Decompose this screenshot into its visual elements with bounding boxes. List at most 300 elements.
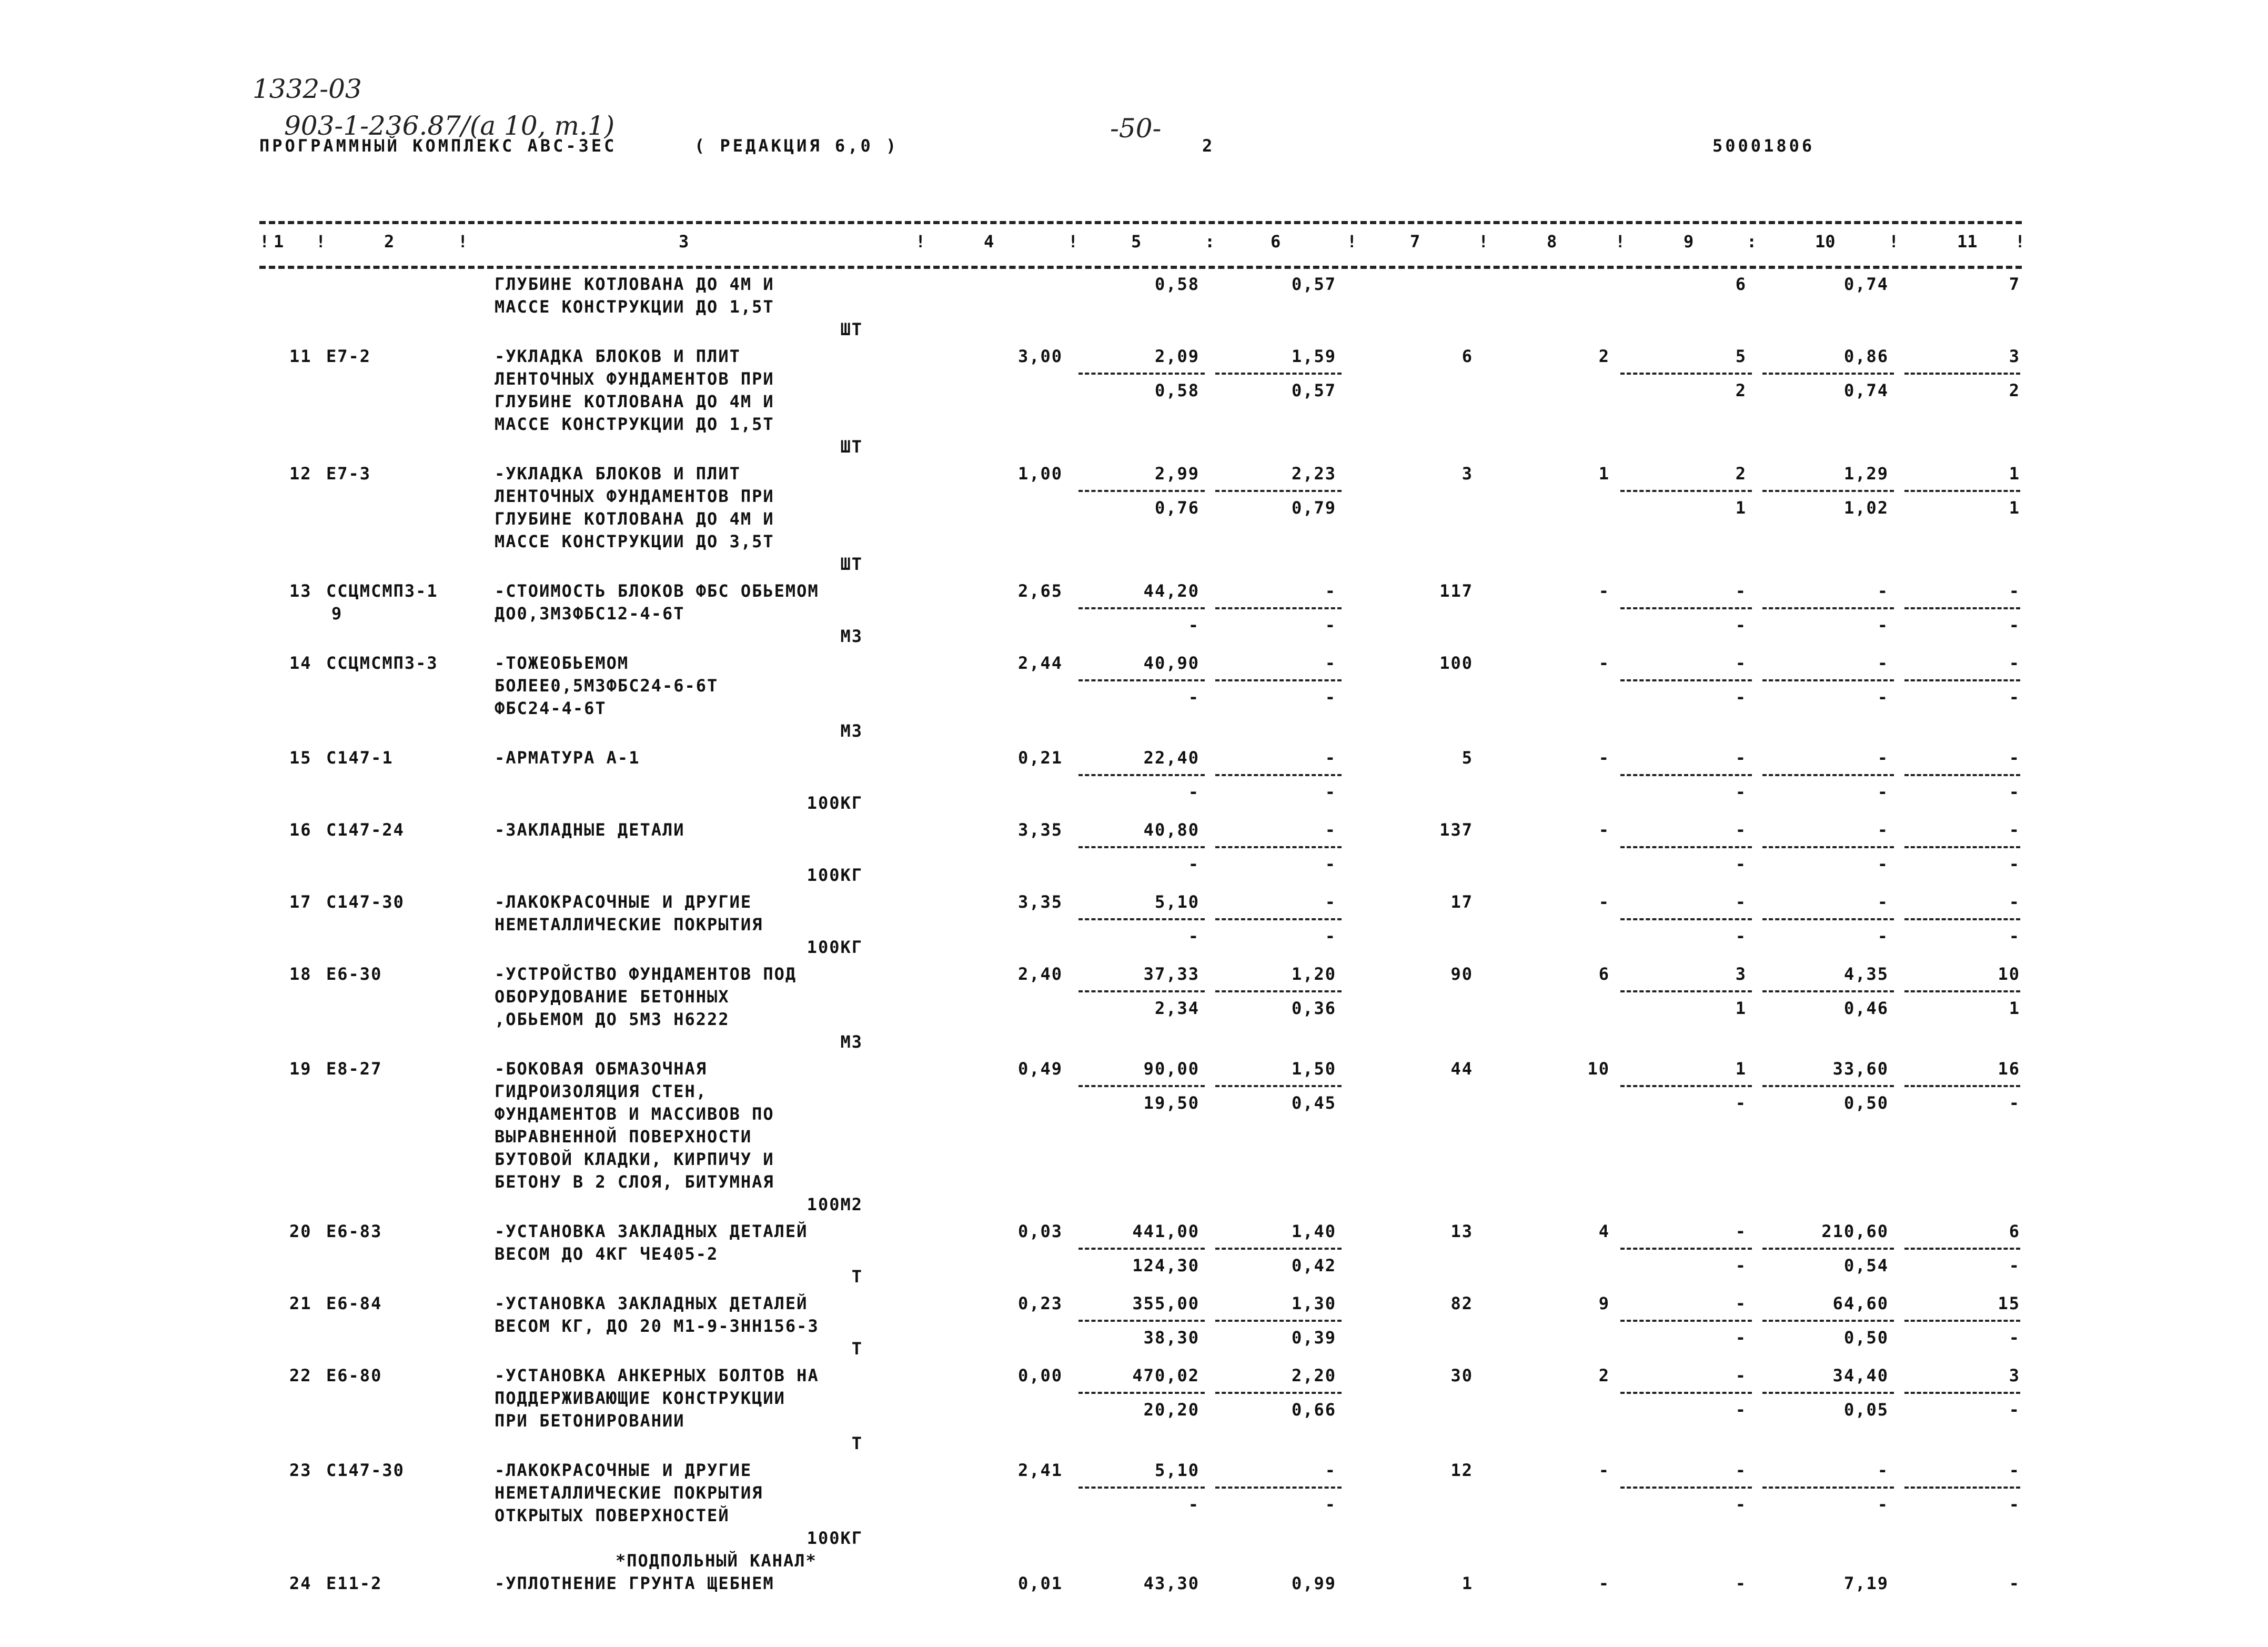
row-number: 20	[289, 1221, 312, 1241]
cell-col10-bottom: 0,05	[1843, 1400, 1889, 1420]
cell-col9: 6	[1735, 274, 1747, 294]
cell-divider	[1215, 679, 1342, 681]
cell-divider	[1620, 607, 1752, 609]
row-code: ССЦМСМП3-3	[326, 653, 438, 673]
cell-divider	[1762, 918, 1894, 920]
row-code: С147-24	[326, 820, 405, 840]
cell-divider	[1078, 1320, 1205, 1322]
cell-divider	[1762, 1085, 1894, 1087]
row-number: 11	[289, 346, 312, 366]
cell-col11-top: -	[2009, 1460, 2020, 1480]
cell-col11-top: -	[2009, 581, 2020, 601]
cell-col6-bottom: 0,42	[1291, 1256, 1336, 1276]
cell-divider	[1078, 490, 1205, 492]
cell-col5-top: 5,10	[1154, 1460, 1199, 1480]
cell-col11-bottom: -	[2009, 926, 2020, 946]
cell-divider	[1904, 607, 2020, 609]
cell-divider	[1215, 607, 1342, 609]
cell-divider	[1762, 679, 1894, 681]
cell-col5-top: 40,90	[1143, 653, 1199, 673]
row-description-line: БУТОВОЙ КЛАДКИ, КИРПИЧУ И	[495, 1149, 774, 1169]
row-description-line: -ЛАКОКРАСОЧНЫЕ И ДРУГИЕ	[495, 892, 752, 912]
cell-col5-top: 355,00	[1132, 1293, 1199, 1313]
row-description-line: ГЛУБИНЕ КОТЛОВАНА ДО 4М И	[495, 509, 774, 529]
cell-col9-bottom: -	[1735, 1328, 1747, 1348]
row-description-line: ФУНДАМЕНТОВ И МАССИВОВ ПО	[495, 1104, 774, 1124]
cell-col10-top: 7,19	[1843, 1573, 1889, 1593]
col-header-9: 9	[1684, 232, 1694, 252]
cell-col7: 82	[1450, 1293, 1473, 1313]
cell-col4: 0,21	[1017, 748, 1063, 768]
row-description-line: -УСТРОЙСТВО ФУНДАМЕНТОВ ПОД	[495, 964, 797, 984]
cell-col4: 0,03	[1017, 1221, 1063, 1241]
cell-divider	[1620, 1085, 1752, 1087]
cell-divider	[1762, 1320, 1894, 1322]
cell-col10-top: 4,35	[1843, 964, 1889, 984]
cell-col10-bottom: -	[1877, 926, 1889, 946]
cell-divider	[1215, 373, 1342, 375]
row-number: 14	[289, 653, 312, 673]
row-description-line: ОТКРЫТЫХ ПОВЕРХНОСТЕЙ	[495, 1505, 730, 1525]
handwritten-project-reference: 903-1-236.87/(a 10, т.1)	[284, 111, 615, 141]
cell-divider	[1215, 846, 1342, 848]
cell-col9-bottom: -	[1735, 926, 1747, 946]
cell-col6-top: -	[1325, 892, 1336, 912]
row-code: Е6-84	[326, 1293, 382, 1313]
cell-col6-top: 1,20	[1291, 964, 1336, 984]
cell-col11-top: -	[2009, 820, 2020, 840]
cell-col10-top: 210,60	[1821, 1221, 1889, 1241]
cell-divider	[1078, 1085, 1205, 1087]
cell-col4: 3,00	[1017, 346, 1063, 366]
cell-divider	[1078, 846, 1205, 848]
cell-col8: 2	[1598, 346, 1610, 366]
cell-divider	[1215, 990, 1342, 992]
cell-divider	[1762, 607, 1894, 609]
cell-col5-top: 441,00	[1132, 1221, 1199, 1241]
cell-col6-top: -	[1325, 820, 1336, 840]
cell-divider	[1762, 774, 1894, 776]
cell-col8: 2	[1598, 1365, 1610, 1385]
row-number: 16	[289, 820, 312, 840]
cell-col9-top: -	[1735, 1460, 1747, 1480]
cell-col5-bottom: -	[1188, 926, 1199, 946]
cell-col5-bottom: 0,58	[1154, 380, 1199, 400]
cell-col6-top: 1,30	[1291, 1293, 1336, 1313]
row-description-line: -УСТАНОВКА ЗАКЛАДНЫХ ДЕТАЛЕЙ	[495, 1221, 808, 1241]
cell-divider	[1078, 918, 1205, 920]
cell-col6-top: -	[1325, 581, 1336, 601]
row-description-line: -ТОЖЕОБЬЕМОМ	[495, 653, 629, 673]
cell-divider	[1215, 918, 1342, 920]
unit-label: 100М2	[807, 1194, 863, 1214]
cell-col5-bottom: 2,34	[1154, 998, 1199, 1018]
cell-col4: 0,01	[1017, 1573, 1063, 1593]
cell-divider	[1078, 990, 1205, 992]
row-description-line: -УКЛАДКА БЛОКОВ И ПЛИТ	[495, 346, 741, 366]
row-description-line: ФБС24-4-6Т	[495, 698, 607, 718]
cell-divider	[1762, 1248, 1894, 1250]
cell-col9-top: -	[1735, 1573, 1747, 1593]
cell-col6-bottom: 0,57	[1291, 380, 1336, 400]
cell-col5-top: 5,10	[1154, 892, 1199, 912]
cell-col6-bottom: 0,39	[1291, 1328, 1336, 1348]
col-header-2: 2	[384, 232, 395, 252]
cell-col5-top: 40,80	[1143, 820, 1199, 840]
cell-col9-bottom: -	[1735, 1256, 1747, 1276]
unit-label: М3	[840, 1032, 863, 1052]
cell-col11-top: 3	[2009, 346, 2020, 366]
unit-label: ШТ	[840, 554, 863, 574]
col-header-6: 6	[1271, 232, 1281, 252]
cell-col10-bottom: -	[1877, 687, 1889, 707]
handwritten-page-number: -50-	[1110, 113, 1162, 144]
cell-col10: 0,74	[1843, 274, 1889, 294]
cell-divider	[1078, 679, 1205, 681]
cell-divider	[1762, 990, 1894, 992]
cell-col10-bottom: 0,54	[1843, 1256, 1889, 1276]
cell-col6-bottom: -	[1325, 687, 1336, 707]
row-description-line: ВЕСОМ ДО 4КГ ЧЕ405-2	[495, 1244, 719, 1264]
cell-col11-bottom: 2	[2009, 380, 2020, 400]
cell-col9-top: 2	[1735, 464, 1747, 484]
cell-col6-top: -	[1325, 1460, 1336, 1480]
col-header-7: 7	[1410, 232, 1420, 252]
cell-col7: 13	[1450, 1221, 1473, 1241]
row-description-line: МАССЕ КОНСТРУКЦИИ ДО 3,5Т	[495, 531, 774, 551]
cell-col4: 3,35	[1017, 820, 1063, 840]
row-description-line: -ЗАКЛАДНЫЕ ДЕТАЛИ	[495, 820, 685, 840]
cell-divider	[1904, 990, 2020, 992]
row-code: С147-30	[326, 1460, 405, 1480]
row-description-line: -БОКОВАЯ ОБМАЗОЧНАЯ	[495, 1059, 708, 1079]
row-description-line: ПОДДЕРЖИВАЮЩИЕ КОНСТРУКЦИИ	[495, 1388, 785, 1408]
section-title: *ПОДПОЛЬНЫЙ КАНАЛ*	[616, 1551, 817, 1571]
cell-divider	[1620, 679, 1752, 681]
cell-divider	[1904, 1085, 2020, 1087]
cell-col7: 30	[1450, 1365, 1473, 1385]
row-description-line: ГИДРОИЗОЛЯЦИЯ СТЕН,	[495, 1081, 708, 1101]
col-header-8: 8	[1547, 232, 1557, 252]
row-description-line: -УСТАНОВКА ЗАКЛАДНЫХ ДЕТАЛЕЙ	[495, 1293, 808, 1313]
row-description-line: ВЕСОМ КГ, ДО 20 М1-9-3НН156-3	[495, 1316, 819, 1336]
cell-col11-bottom: -	[2009, 854, 2020, 874]
row-code: Е11-2	[326, 1573, 382, 1593]
row-description-line: ОБОРУДОВАНИЕ БЕТОННЫХ	[495, 987, 730, 1007]
cell-divider	[1215, 1487, 1342, 1489]
cell-col11-top: 3	[2009, 1365, 2020, 1385]
cell-col9-top: 3	[1735, 964, 1747, 984]
cell-divider	[1762, 373, 1894, 375]
cell-col9-bottom: -	[1735, 1093, 1747, 1113]
cell-col11-bottom: -	[2009, 1093, 2020, 1113]
row-number: 13	[289, 581, 312, 601]
cell-col8: 10	[1587, 1059, 1610, 1079]
cell-col9-top: -	[1735, 1221, 1747, 1241]
cell-col10-bottom: -	[1877, 1494, 1889, 1514]
cell-divider	[1620, 1392, 1752, 1394]
cell-divider	[1904, 1392, 2020, 1394]
cell-divider	[1215, 490, 1342, 492]
cell-col6-top: 0,99	[1291, 1573, 1336, 1593]
unit-label: М3	[840, 626, 863, 646]
cell-col10-bottom: 0,50	[1843, 1328, 1889, 1348]
cell-col9-top: -	[1735, 1293, 1747, 1313]
cell-col5-bottom: 20,20	[1143, 1400, 1199, 1420]
cell-col10-bottom: 0,46	[1843, 998, 1889, 1018]
row-description-line: -АРМАТУРА А-1	[495, 748, 640, 768]
col-header-10: 10	[1815, 232, 1836, 252]
cell-col10-top: -	[1877, 892, 1889, 912]
cell-col9-top: 5	[1735, 346, 1747, 366]
cell-col4: 0,00	[1017, 1365, 1063, 1385]
column-separators: ! ! ! ! ! : ! ! ! : ! !	[259, 232, 2025, 252]
cell-col10-top: 0,86	[1843, 346, 1889, 366]
row-number: 21	[289, 1293, 312, 1313]
cell-col8: -	[1598, 892, 1610, 912]
cell-divider	[1215, 1085, 1342, 1087]
program-title: ПРОГРАММНЫЙ КОМПЛЕКС АВС-3ЕС	[259, 136, 617, 156]
row-description-line: НЕМЕТАЛЛИЧЕСКИЕ ПОКРЫТИЯ	[495, 915, 763, 935]
row-description-line: -ЛАКОКРАСОЧНЫЕ И ДРУГИЕ	[495, 1460, 752, 1480]
cell-divider	[1762, 490, 1894, 492]
cell-col4: 3,35	[1017, 892, 1063, 912]
cell-col5-bottom: -	[1188, 782, 1199, 802]
cell-col4: 0,49	[1017, 1059, 1063, 1079]
cell-col5-bottom: 38,30	[1143, 1328, 1199, 1348]
row-number: 22	[289, 1365, 312, 1385]
cell-col11-bottom: -	[2009, 1256, 2020, 1276]
cell-divider	[1904, 774, 2020, 776]
cell-col10-top: -	[1877, 653, 1889, 673]
cell-divider	[1620, 1248, 1752, 1250]
cell-col6-bottom: -	[1325, 854, 1336, 874]
cell-col11-top: 1	[2009, 464, 2020, 484]
cell-divider	[1215, 1320, 1342, 1322]
cell-col10-top: -	[1877, 1460, 1889, 1480]
row-description-line: ЛЕНТОЧНЫХ ФУНДАМЕНТОВ ПРИ	[495, 486, 774, 506]
cell-col8: -	[1598, 820, 1610, 840]
continuation-line: ГЛУБИНЕ КОТЛОВАНА ДО 4М И	[495, 274, 774, 294]
cell-col9-bottom: 2	[1735, 380, 1747, 400]
cell-col10-bottom: -	[1877, 615, 1889, 635]
cell-divider	[1904, 1320, 2020, 1322]
row-code: Е6-80	[326, 1365, 382, 1385]
row-number: 19	[289, 1059, 312, 1079]
cell-divider	[1620, 918, 1752, 920]
cell-col7: 90	[1450, 964, 1473, 984]
unit-label: 100КГ	[807, 865, 863, 885]
cell-col11: 7	[2009, 274, 2020, 294]
cell-divider	[1762, 1487, 1894, 1489]
cell-col6-top: 1,59	[1291, 346, 1336, 366]
cell-divider	[1762, 846, 1894, 848]
col-header-1: 1	[274, 232, 284, 252]
cell-col7: 44	[1450, 1059, 1473, 1079]
cell-divider	[1078, 1487, 1205, 1489]
cell-col6-top: 1,40	[1291, 1221, 1336, 1241]
cell-col11-bottom: 1	[2009, 498, 2020, 518]
cell-col8: 4	[1598, 1221, 1610, 1241]
col-header-11: 11	[1957, 232, 1978, 252]
cell-divider	[1620, 990, 1752, 992]
cell-col7: 6	[1461, 346, 1473, 366]
cell-col8: -	[1598, 653, 1610, 673]
unit-label: 100КГ	[807, 1528, 863, 1548]
col-header-3: 3	[679, 232, 689, 252]
cell-divider	[1904, 490, 2020, 492]
cell-col6-bottom: 0,45	[1291, 1093, 1336, 1113]
row-description-line: -УСТАНОВКА АНКЕРНЫХ БОЛТОВ НА	[495, 1365, 819, 1385]
continuation-line: МАССЕ КОНСТРУКЦИИ ДО 1,5Т	[495, 297, 774, 317]
unit-label: 100КГ	[807, 937, 863, 957]
cell-col11-bottom: -	[2009, 615, 2020, 635]
cell-col4: 2,65	[1017, 581, 1063, 601]
cell-col11-top: -	[2009, 892, 2020, 912]
cell-col9-top: -	[1735, 820, 1747, 840]
row-description-line: БЕТОНУ В 2 СЛОЯ, БИТУМНАЯ	[495, 1172, 774, 1192]
cell-divider	[1078, 373, 1205, 375]
cell-col11-top: -	[2009, 1573, 2020, 1593]
row-description-line: -СТОИМОСТЬ БЛОКОВ ФБС ОБЬЕМОМ	[495, 581, 819, 601]
handwritten-archive-number: 1332-03	[253, 74, 362, 104]
cell-col10-top: 1,29	[1843, 464, 1889, 484]
edition-label: ( РЕДАКЦИЯ 6,0 )	[694, 136, 899, 156]
cell-divider	[1078, 774, 1205, 776]
unit-label: ШТ	[840, 437, 863, 457]
row-description-line: МАССЕ КОНСТРУКЦИИ ДО 1,5Т	[495, 414, 774, 434]
cell-col5-top: 43,30	[1143, 1573, 1199, 1593]
cell-col10-top: 64,60	[1832, 1293, 1889, 1313]
cell-col11-bottom: -	[2009, 687, 2020, 707]
cell-col9-top: 1	[1735, 1059, 1747, 1079]
cell-col6-top: 2,20	[1291, 1365, 1336, 1385]
row-description-line: ДО0,3М3ФБС12-4-6Т	[495, 604, 685, 624]
cell-col5-top: 2,09	[1154, 346, 1199, 366]
cell-col8: -	[1598, 748, 1610, 768]
cell-col11-top: 6	[2009, 1221, 2020, 1241]
unit-label: Т	[851, 1267, 863, 1287]
cell-col6-bottom: -	[1325, 615, 1336, 635]
cell-col6-bottom: 0,36	[1291, 998, 1336, 1018]
cell-col9-bottom: 1	[1735, 498, 1747, 518]
cell-col7: 12	[1450, 1460, 1473, 1480]
cell-divider	[1904, 679, 2020, 681]
cell-divider	[1620, 373, 1752, 375]
cell-col9-bottom: -	[1735, 687, 1747, 707]
cell-col6-top: -	[1325, 653, 1336, 673]
row-code: С147-30	[326, 892, 405, 912]
cell-col4: 2,44	[1017, 653, 1063, 673]
sheet-number: 2	[1202, 136, 1215, 156]
cell-col9-top: -	[1735, 653, 1747, 673]
cell-col5-bottom: 0,76	[1154, 498, 1199, 518]
cell-divider	[1620, 1320, 1752, 1322]
row-number: 12	[289, 464, 312, 484]
row-description-line: НЕМЕТАЛЛИЧЕСКИЕ ПОКРЫТИЯ	[495, 1483, 763, 1503]
cell-col6-bottom: 0,79	[1291, 498, 1336, 518]
cell-col11-top: 15	[1998, 1293, 2020, 1313]
unit-label: 100КГ	[807, 793, 863, 813]
cell-col10-bottom: -	[1877, 854, 1889, 874]
cell-col6-bottom: -	[1325, 782, 1336, 802]
cell-col10-top: 34,40	[1832, 1365, 1889, 1385]
cell-col4: 2,41	[1017, 1460, 1063, 1480]
cell-col9-bottom: 1	[1735, 998, 1747, 1018]
row-code-continued: 9	[331, 604, 343, 624]
row-number: 15	[289, 748, 312, 768]
cell-col11-top: 16	[1998, 1059, 2020, 1079]
row-description-line: -УПЛОТНЕНИЕ ГРУНТА ЩЕБНЕМ	[495, 1573, 774, 1593]
cell-col8: 9	[1598, 1293, 1610, 1313]
cell-col6-bottom: -	[1325, 926, 1336, 946]
col-header-5: 5	[1131, 232, 1142, 252]
cell-col7: 17	[1450, 892, 1473, 912]
cell-col9-bottom: -	[1735, 615, 1747, 635]
cell-divider	[1620, 774, 1752, 776]
cell-col11-bottom: -	[2009, 782, 2020, 802]
cell-divider	[1620, 1487, 1752, 1489]
cell-col9-bottom: -	[1735, 854, 1747, 874]
row-code: ССЦМСМП3-1	[326, 581, 438, 601]
cell-col4: 2,40	[1017, 964, 1063, 984]
cell-col9-bottom: -	[1735, 782, 1747, 802]
cell-col11-top: -	[2009, 748, 2020, 768]
cell-col9-top: -	[1735, 581, 1747, 601]
cell-col6-top: 1,50	[1291, 1059, 1336, 1079]
cell-divider	[1215, 774, 1342, 776]
cell-col7: 137	[1439, 820, 1473, 840]
cell-col6-bottom: 0,66	[1291, 1400, 1336, 1420]
row-code: Е6-30	[326, 964, 382, 984]
row-code: Е8-27	[326, 1059, 382, 1079]
cell-col8: -	[1598, 581, 1610, 601]
unit-label: М3	[840, 721, 863, 741]
cell-divider	[1762, 1392, 1894, 1394]
cell-col7: 1	[1461, 1573, 1473, 1593]
col-header-4: 4	[984, 232, 994, 252]
cell-col5-top: 90,00	[1143, 1059, 1199, 1079]
cell-col8: 1	[1598, 464, 1610, 484]
cell-col5-bottom: -	[1188, 854, 1199, 874]
row-number: 17	[289, 892, 312, 912]
unit-label: ШТ	[840, 319, 863, 339]
cell-col11-top: -	[2009, 653, 2020, 673]
cell-col10-top: -	[1877, 820, 1889, 840]
cell-col10-bottom: 1,02	[1843, 498, 1889, 518]
cell-divider	[1904, 373, 2020, 375]
cell-divider	[1078, 1392, 1205, 1394]
cell-col4: 1,00	[1017, 464, 1063, 484]
row-number: 24	[289, 1573, 312, 1593]
row-number: 23	[289, 1460, 312, 1480]
cell-divider	[1078, 607, 1205, 609]
cell-col11-bottom: 1	[2009, 998, 2020, 1018]
cell-col9-top: -	[1735, 892, 1747, 912]
cell-col5-bottom: 19,50	[1143, 1093, 1199, 1113]
cell-col9-bottom: -	[1735, 1400, 1747, 1420]
cell-col5-top: 2,99	[1154, 464, 1199, 484]
cell-col5-bottom: 124,30	[1132, 1256, 1199, 1276]
cell-divider	[1904, 1487, 2020, 1489]
cell-col10-top: -	[1877, 581, 1889, 601]
row-description-line: ,ОБЬЕМОМ ДО 5М3 Н6222	[495, 1009, 730, 1029]
cell-col9-bottom: -	[1735, 1494, 1747, 1514]
row-code: Е7-2	[326, 346, 371, 366]
cell-col10-bottom: 0,74	[1843, 380, 1889, 400]
row-code: С147-1	[326, 748, 394, 768]
cell-col6-top: 2,23	[1291, 464, 1336, 484]
